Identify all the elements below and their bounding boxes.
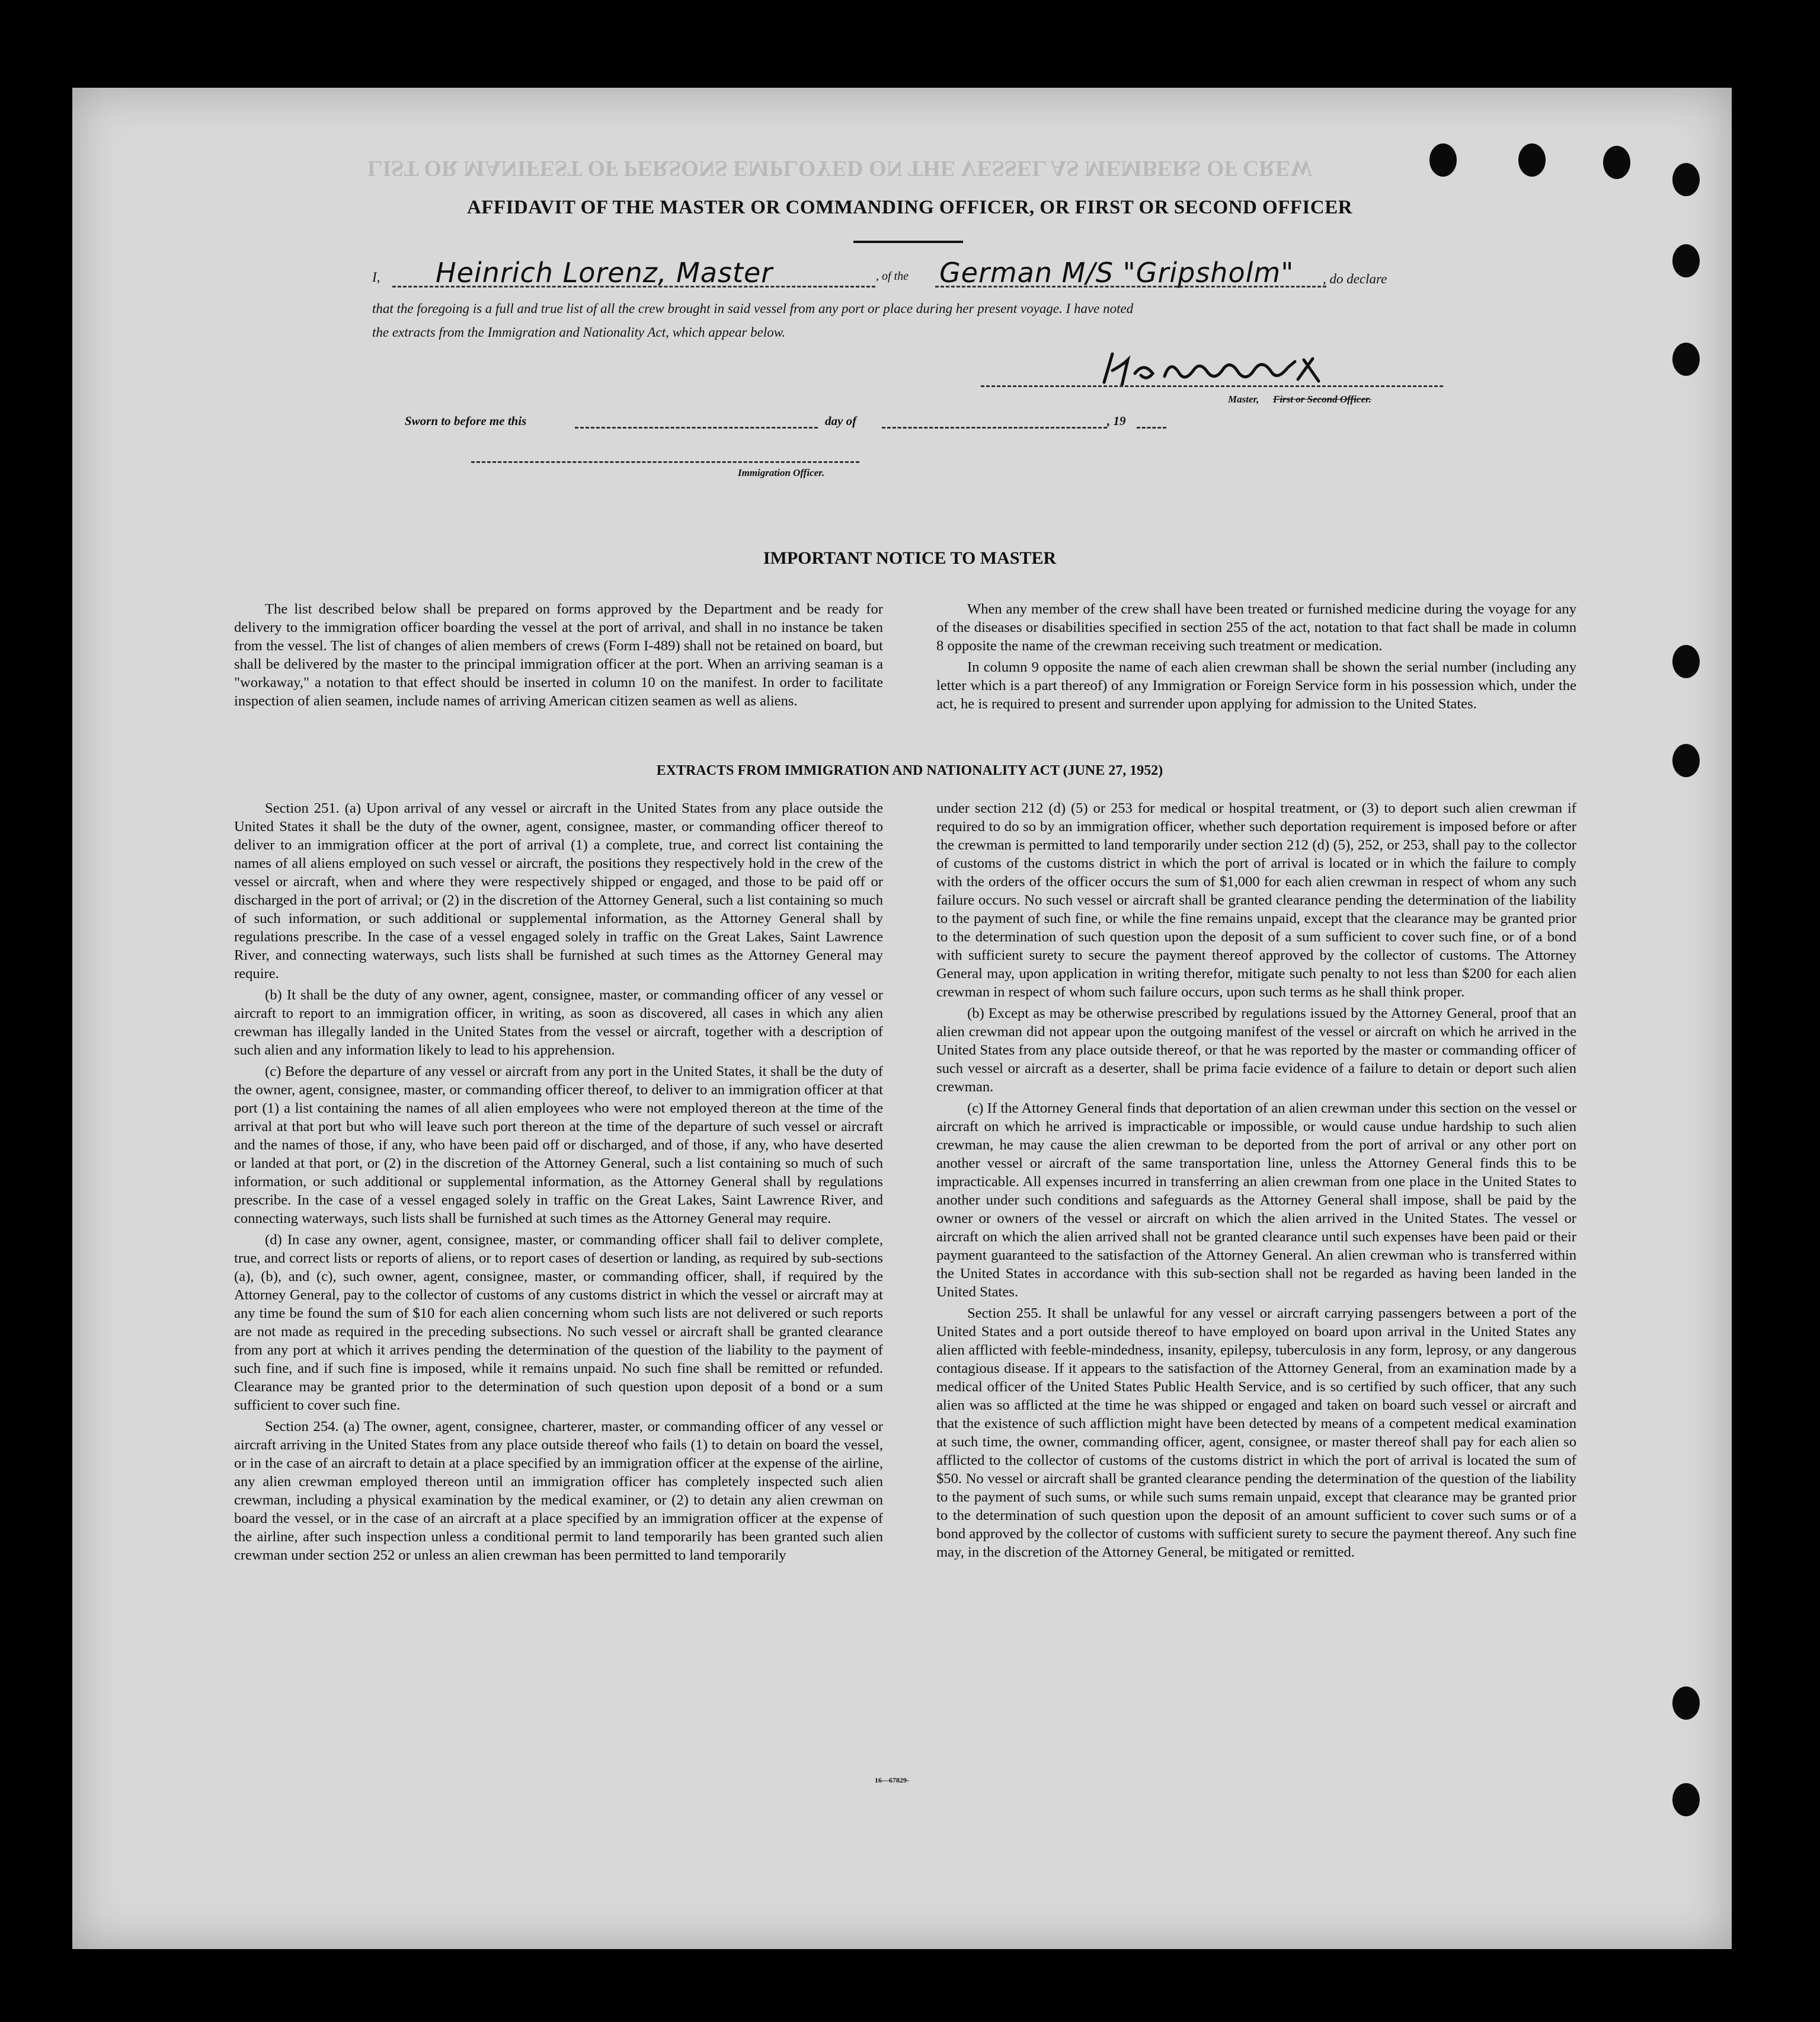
punch-hole <box>1672 244 1700 277</box>
notice-right-text-1: When any member of the crew shall have been treated or furnished medicine during the voyage for any of the diseases or disabilities specified in section 255 of the act, notation to that fact shall be made in column 8 opposite the name of the crewman receiving such treatment or medication. <box>936 601 1576 654</box>
punch-hole <box>1518 143 1546 177</box>
extracts-heading: EXTRACTS FROM IMMIGRATION AND NATIONALITY ACT (JUNE 27, 1952) <box>656 763 1163 778</box>
notice-right-column <box>936 600 1576 716</box>
master-signature <box>1099 347 1348 394</box>
year-line <box>1137 427 1166 429</box>
declaration-line-2: that the foregoing is a full and true list of all the crew brought in said vessel from any port or place during her present voyage. I have noted <box>372 301 1134 316</box>
extract-paragraph: under section 212 (d) (5) or 253 for medical or hospital treatment, or (3) to deport such alien crewman if required to do so by an immigration officer, whether such deportation requirement is imposed before or after the crewman is permitted to land temporarily under section 212 (d) (5), 252, or 253, shall pay to the collector of customs of the customs district in which the port of arrival is located or in which the failure to comply with the orders of the officer occurs the sum of $1,000 for each alien crewman in respect of whom any such failure occurs. No such vessel or aircraft shall be granted clearance pending the determination of the liability to the payment of such fine, or while the fine remains unpaid, except that the clearance may be granted prior to the determination of such question upon the deposit of a sum sufficient to cover such fine, or of a bond with sufficient surety to secure the payment thereof approved by the collector of customs. The Attorney General may, upon application in writing therefor, mitigate such penalty to not less than $200 for each alien crewman in respect of whom such failure occurs, upon such terms as he shall think proper. <box>936 800 1576 1000</box>
extract-paragraph: (b) Except as may be otherwise prescribed by regulations issued by the Attorney General, proof that an alien crewman did not appear upon the outgoing manifest of the vessel or aircraft on which he arrived in the United States from any place outside thereof, or that he was reported by the master or commanding officer of such vessel or aircraft as a deserter, shall be prima facie evidence of a failure to detain or deport such alien crewman. <box>936 1005 1576 1095</box>
signature-blank-line <box>981 385 1443 387</box>
year-label: , 19 <box>1107 414 1126 428</box>
punch-hole <box>1672 343 1700 376</box>
sworn-label: Sworn to before me this <box>405 414 527 428</box>
punch-hole <box>1672 163 1700 196</box>
master-name-handwritten: Heinrich Lorenz, Master <box>436 257 773 289</box>
month-line <box>882 427 1107 429</box>
signature-struck-label: First or Second Officer. <box>1273 394 1371 405</box>
day-of-label: day of <box>825 414 857 428</box>
punch-hole <box>1672 1783 1700 1816</box>
extract-paragraph: Section 251. (a) Upon arrival of any vessel or aircraft in the United States from any place outside the United States it shall be the duty of the owner, agent, consignee, master, or commanding officer thereof to deliver to an immigration officer at the port of arrival (1) a complete, true, and correct list containing the names of all aliens employed on such vessel or aircraft, the positions they respectively hold in the crew of the vessel or aircraft, when and where they were respectively shipped or engaged, and those to be paid off or discharged in the port of arrival; or (2) in the discretion of the Attorney General, such a list containing so much of such information, or such additional or supplemental information, as the Attorney General shall by regulations prescribe. In the case of a vessel engaged solely in traffic on the Great Lakes, Saint Lawrence River, and connecting waterways, such lists shall be furnished at such times as the Attorney General may require. <box>234 800 883 982</box>
extract-paragraph: Section 255. It shall be unlawful for any vessel or aircraft carrying passengers between a port of the United States and a port outside thereof to have employed on board upon arrival in the United States any alien afflicted with feeble-mindedness, insanity, epilepsy, tuberculosis in any form, leprosy, or any dangerous contagious disease. If it appears to the satisfaction of the Attorney General, from an examination made by a medical officer of the United States Public Health Service, and is so certified by such officer, that any such alien was so afflicted at the time he was shipped or engaged and taken on board such vessel or aircraft and that the existence of such affliction might have been detected by means of a competent medical examination at such time, the owner, commanding officer, agent, consignee, or master thereof shall pay for each alien so afflicted to the collector of customs of the customs district in which the port of arrival is located the sum of $50. No vessel or aircraft shall be granted clearance pending the determination of the question of the liability to the payment of such sums, or while such sums remain unpaid, except that clearance may be granted prior to the determination of such question upon the deposit of an amount sufficient to cover such sums or of a bond approved by the collector of customs with sufficient surety to secure the payment thereof. Any such fine may, in the discretion of the Attorney General, be mitigated or remitted. <box>936 1305 1577 1560</box>
extract-paragraph: (c) If the Attorney General finds that deportation of an alien crewman under this section on the vessel or aircraft on which he arrived is impracticable or impossible, or would cause undue hardship to such alien crewman, he may cause the alien crewman to be deported from the port of arrival or any other port on another vessel or aircraft of the same transportation line, unless the Attorney General finds this to be impracticable. All expenses incurred in transferring an alien crewman from one place in the United States to another under such conditions and safeguards as the Attorney General shall impose, shall be paid by the owner or owners of the vessel or aircraft on which the alien arrived in the United States. The vessel or aircraft on which the alien arrived shall not be granted clearance until such expenses have been paid or their payment guaranteed to the satisfaction of the Attorney General. An alien crewman who is transferred within the United States in accordance with this sub-section shall not be regarded as having been landed in the United States. <box>936 1100 1576 1300</box>
punch-hole <box>1672 1686 1700 1720</box>
declaration-prefix: I, <box>372 270 380 285</box>
punch-hole <box>1429 143 1457 177</box>
notice-left-text: The list described below shall be prepared on forms approved by the Department and be ready for delivery to the immigration officer boarding the vessel at the port of arrival, and shall in no instance be taken from the vessel. The list of changes of alien members of crews (Form I-489) shall not be retained on board, but shall be delivered by the master to the principal immigration officer at the port. When an arriving seaman is a "workaway," a notation to that effect should be inserted in column 10 on the manifest. In order to facilitate inspection of alien seamen, include names of arriving American citizen seamen as well as aliens. <box>234 601 883 709</box>
immigration-officer-line <box>471 461 859 463</box>
extract-paragraph: Section 254. (a) The owner, agent, consignee, charterer, master, or commanding officer of any vessel or aircraft arriving in the United States from any place outside thereof who fails (1) to detain on board the vessel, or in the case of an aircraft to detain at a place specified by an immigration officer at the expense of the airline, any alien crewman employed thereon until an immigration officer has completely inspected such alien crewman, including a physical examination by the medical examiner, or (2) to detain any alien crewman on board the vessel, or in the case of an aircraft at a place specified by an immigration officer at the expense of the airline, after such inspection unless a conditional permit to land temporarily has been granted such alien crewman under section 252 or unless an alien crewman has been permitted to land temporarily <box>234 1419 883 1563</box>
notice-right-text-2: In column 9 opposite the name of each alien crewman shall be shown the serial number (including any letter which is a part thereof) of any Immigration or Foreign Service form in his possession which, under the act, he is required to present and surrender upon applying for admission to the United States. <box>936 659 1576 712</box>
extract-paragraph: (c) Before the departure of any vessel or aircraft from any port in the United States, it shall be the duty of the owner, agent, consignee, master, or commanding officer thereof, to deliver to an immigration officer at that port (1) a list containing the names of all alien employees who were not employed thereon at the time of the arrival at that port but who will leave such port thereon at the time of the departure of such vessel or aircraft and the names of those, if any, who have been paid off or discharged, and of those, if any, who have deserted or landed at that port, or (2) in the discretion of the Attorney General, such a list containing so much of such information, or such additional or supplemental information, as the Attorney General shall by regulations prescribe. In the case of a vessel engaged solely in traffic on the Great Lakes, Saint Lawrence River, and connecting waterways, such lists shall be furnished at such times as the Attorney General may require. <box>234 1063 883 1226</box>
immigration-officer-label: Immigration Officer. <box>738 467 825 478</box>
punch-hole <box>1672 744 1700 777</box>
form-number: 16—67829- <box>875 1776 909 1784</box>
signature-role-label: Master, <box>1228 394 1259 405</box>
sworn-date-line <box>575 427 818 429</box>
vessel-name-handwritten: German M/S "Gripsholm" <box>939 257 1294 289</box>
of-the-label: , of the <box>876 270 909 283</box>
extracts-left-column <box>234 799 883 1567</box>
punch-hole <box>1603 146 1630 179</box>
declaration-line-3: the extracts from the Immigration and Nationality Act, which appear below. <box>372 325 786 340</box>
title-underline <box>853 241 963 243</box>
punch-hole <box>1672 645 1700 678</box>
vessel-blank-line <box>935 286 1326 288</box>
notice-left-paragraph <box>234 600 883 713</box>
bleed-through-header: LIST OR MANIFEST OF PERSONS EMPLOYED ON THE VESSEL AS MEMBERS OF CREW <box>367 156 1313 181</box>
extract-paragraph: (b) It shall be the duty of any owner, agent, consignee, master, or commanding officer of any vessel or aircraft to report to an immigration officer, in writing, as soon as discovered, all cases in which any alien crewman has illegally landed in the United States from the vessel or aircraft, together with a description of such alien and any information likely to lead to his apprehension. <box>234 987 883 1058</box>
notice-heading: IMPORTANT NOTICE TO MASTER <box>763 548 1057 568</box>
do-declare-label: , do declare <box>1323 271 1387 286</box>
affidavit-title: AFFIDAVIT OF THE MASTER OR COMMANDING OFFICER, OR FIRST OR SECOND OFFICER <box>466 197 1353 218</box>
extract-paragraph: (d) In case any owner, agent, consignee, master, or commanding officer shall fail to deliver complete, true, and correct lists or reports of aliens, or to report cases of desertion or landing, as required by sub-sections (a), (b), and (c), such owner, agent, consignee, master, or commanding officer, shall, if required by the Attorney General, pay to the collector of customs of any customs district in which the vessel or aircraft may at any time be found the sum of $10 for each alien concerning whom such lists are not delivered or such reports are not made as required in the preceding subsections. No such vessel or aircraft shall be granted clearance from any port at which it arrives pending the determination of the question of the liability to the payment of such fine, and if such fine is imposed, while it remains unpaid. No such fine shall be remitted or refunded. Clearance may be granted prior to the determination of such question upon deposit of a bond or a sum sufficient to cover such fine. <box>234 1232 883 1413</box>
name-blank-line <box>392 286 875 288</box>
extracts-right-column <box>936 799 1576 1564</box>
